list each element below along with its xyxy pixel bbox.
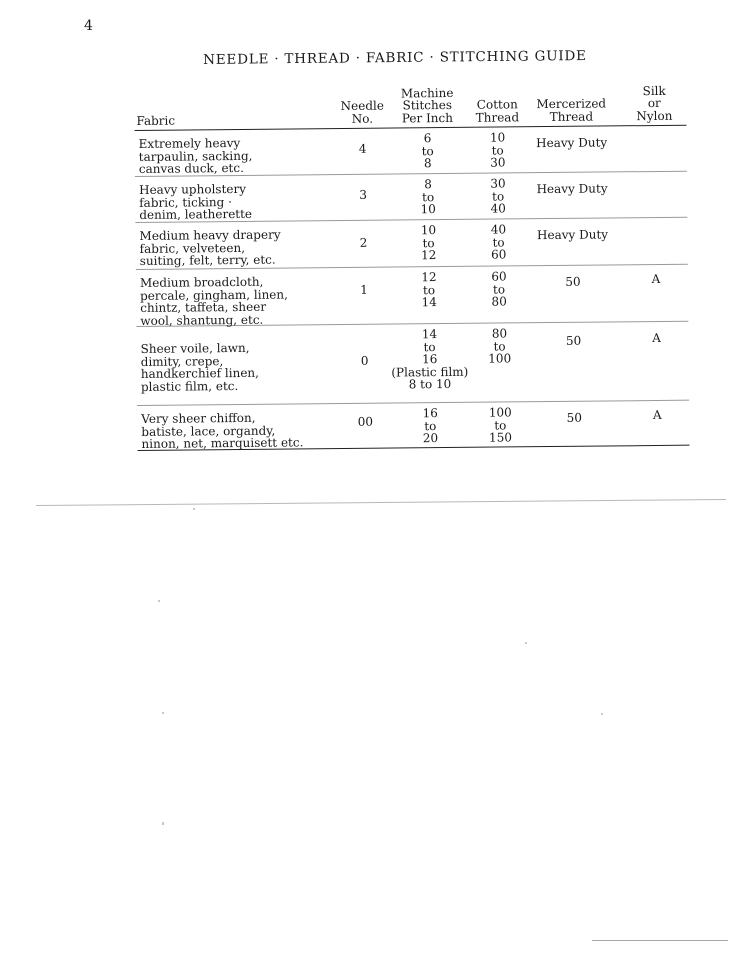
stitches-line: 8 bbox=[424, 177, 432, 192]
stitches-line: to bbox=[421, 143, 434, 158]
fabric-line: canvas duck, etc. bbox=[138, 160, 244, 176]
stitches-line: 10 bbox=[420, 202, 436, 217]
stitches-line: 16 bbox=[422, 406, 438, 421]
mercerized-cell: 50 bbox=[565, 333, 582, 348]
fabric-line: ninon, net, marquisett etc. bbox=[141, 435, 304, 451]
silk-cell: A bbox=[652, 407, 662, 423]
stitches-line: 12 bbox=[421, 270, 437, 285]
scan-speck bbox=[162, 712, 164, 714]
table-header bbox=[134, 73, 686, 131]
header-stitches bbox=[388, 86, 466, 124]
fabric-line: Very sheer chiffon, bbox=[141, 410, 256, 426]
cotton-line: 40 bbox=[490, 201, 506, 216]
fabric-line: batiste, lace, organdy, bbox=[141, 423, 276, 439]
stitching-guide-table bbox=[134, 73, 690, 451]
fabric-line: Sheer voile, lawn, bbox=[140, 340, 250, 356]
table-row bbox=[135, 126, 687, 177]
header-cotton-line: Thread bbox=[475, 109, 520, 125]
cotton-line: to bbox=[491, 142, 504, 158]
cotton-line: 100 bbox=[488, 405, 512, 420]
stitches-line: to bbox=[424, 418, 437, 433]
cotton-line: to bbox=[494, 417, 507, 433]
header-fabric-label: Fabric bbox=[136, 113, 176, 128]
scan-streak bbox=[592, 940, 728, 941]
fabric-line: fabric, velveteen, bbox=[139, 240, 246, 256]
cotton-line: 80 bbox=[491, 294, 507, 309]
stitches-line: 14 bbox=[421, 295, 437, 310]
fabric-line: Medium heavy drapery bbox=[139, 227, 281, 243]
needle-cell: 00 bbox=[357, 414, 374, 429]
stitches-cell bbox=[389, 224, 467, 262]
table-row bbox=[137, 401, 689, 451]
fabric-line: dimity, crepe, bbox=[140, 353, 224, 369]
header-stitches-line: Machine bbox=[400, 85, 454, 100]
stitches-cell bbox=[390, 328, 469, 391]
fabric-line: fabric, ticking · bbox=[139, 194, 232, 210]
silk-cell bbox=[625, 182, 685, 183]
page-title: NEEDLE · THREAD · FABRIC · STITCHING GUIDE bbox=[203, 47, 587, 69]
header-mercerized-line: Thread bbox=[549, 109, 594, 124]
header-stitches-line: Stitches bbox=[402, 97, 453, 113]
stitches-line: to bbox=[423, 339, 436, 354]
fabric-line: denim, leatherette bbox=[139, 206, 253, 222]
needle-cell: 4 bbox=[358, 141, 367, 156]
header-silk bbox=[624, 84, 684, 122]
mercerized-cell: Heavy Duty bbox=[536, 181, 608, 197]
scan-speck bbox=[525, 642, 527, 644]
mercerized-cell: Heavy Duty bbox=[536, 227, 609, 243]
fabric-line: Heavy upholstery bbox=[139, 181, 247, 197]
stitches-line: 14 bbox=[421, 327, 438, 342]
cotton-cell bbox=[467, 406, 533, 444]
cotton-cell bbox=[465, 177, 531, 215]
needle-cell: 0 bbox=[360, 353, 369, 368]
fabric-line: tarpaulin, sacking, bbox=[138, 148, 253, 164]
cotton-cell bbox=[465, 223, 531, 261]
fabric-line: percale, gingham, linen, bbox=[140, 287, 288, 303]
stitches-cell bbox=[391, 407, 469, 445]
page-number: 4 bbox=[84, 18, 93, 34]
stitches-cell bbox=[389, 132, 467, 170]
table-row bbox=[136, 322, 689, 406]
stitches-line: 16 bbox=[422, 352, 438, 367]
stitches-cell bbox=[390, 271, 468, 309]
stitches-line: 20 bbox=[422, 431, 439, 446]
stitches-line: to bbox=[422, 235, 435, 250]
header-mercerized bbox=[526, 97, 616, 123]
needle-cell: 1 bbox=[360, 282, 368, 297]
cotton-line: to bbox=[492, 188, 505, 204]
needle-cell: 3 bbox=[359, 187, 368, 202]
silk-cell bbox=[625, 136, 685, 137]
fabric-cell bbox=[140, 275, 320, 327]
silk-cell bbox=[625, 228, 685, 229]
scan-streak bbox=[36, 499, 726, 506]
stitches-line: to bbox=[422, 282, 436, 297]
fabric-line: plastic film, etc. bbox=[140, 378, 239, 394]
cotton-cell bbox=[465, 131, 531, 169]
header-stitches-line: Per Inch bbox=[401, 110, 454, 125]
cotton-line: 30 bbox=[490, 176, 506, 191]
mercerized-cell: 50 bbox=[565, 274, 581, 289]
fabric-line: Extremely heavy bbox=[138, 135, 241, 151]
fabric-cell bbox=[141, 411, 321, 450]
table-row bbox=[135, 218, 687, 270]
cotton-cell bbox=[466, 270, 532, 308]
table-row bbox=[136, 265, 689, 327]
fabric-line: handkerchief linen, bbox=[140, 365, 260, 381]
fabric-line: suiting, felt, terry, etc. bbox=[139, 252, 276, 268]
stitches-line: (Plastic film) bbox=[391, 364, 469, 380]
stitches-line: 6 bbox=[423, 131, 432, 146]
cotton-line: to bbox=[493, 338, 506, 354]
scan-speck bbox=[601, 713, 603, 715]
cotton-line: 10 bbox=[489, 130, 506, 145]
fabric-cell bbox=[141, 341, 321, 393]
header-cotton bbox=[464, 98, 530, 124]
scan-speck bbox=[193, 508, 195, 510]
stitches-cell bbox=[389, 178, 467, 216]
fabric-cell bbox=[139, 228, 319, 267]
header-needle bbox=[334, 100, 390, 126]
mercerized-cell: 50 bbox=[566, 410, 582, 425]
stitches-line: to bbox=[422, 189, 435, 204]
scan-speck bbox=[162, 822, 164, 825]
stitches-line: 8 to 10 bbox=[408, 376, 452, 392]
header-needle-line: Needle bbox=[340, 98, 384, 114]
silk-cell: A bbox=[652, 330, 661, 346]
fabric-line: chintz, taffeta, sheer bbox=[140, 299, 267, 315]
needle-cell: 2 bbox=[359, 235, 368, 250]
fabric-cell bbox=[139, 136, 319, 175]
header-silk-line: Silk bbox=[642, 83, 666, 98]
fabric-cell bbox=[139, 182, 319, 221]
cotton-line: to bbox=[492, 281, 506, 297]
table-row bbox=[135, 172, 687, 223]
cotton-line: 60 bbox=[491, 247, 507, 262]
fabric-line: wool, shantung, etc. bbox=[140, 312, 264, 328]
stitches-line: 10 bbox=[420, 223, 437, 238]
scan-speck bbox=[158, 600, 160, 602]
stitches-line: 8 bbox=[423, 156, 432, 171]
stitches-line: 12 bbox=[421, 248, 437, 263]
fabric-line: Medium broadcloth, bbox=[139, 274, 264, 290]
header-silk-line: Nylon bbox=[636, 108, 673, 123]
cotton-line: 30 bbox=[490, 155, 506, 170]
mercerized-cell: Heavy Duty bbox=[536, 135, 608, 151]
header-fabric bbox=[136, 114, 175, 127]
cotton-cell bbox=[466, 327, 532, 365]
cotton-line: to bbox=[492, 234, 505, 250]
header-silk-line: or bbox=[647, 95, 661, 111]
cotton-line: 150 bbox=[488, 430, 512, 445]
header-needle-line: No. bbox=[351, 111, 374, 126]
silk-cell: A bbox=[651, 271, 661, 287]
cotton-line: 100 bbox=[488, 351, 512, 366]
cotton-line: 60 bbox=[491, 269, 507, 284]
header-cotton-line: Cotton bbox=[476, 97, 518, 112]
cotton-line: 80 bbox=[491, 326, 508, 341]
cotton-line: 40 bbox=[490, 222, 507, 237]
header-mercerized-line: Mercerized bbox=[536, 96, 607, 112]
